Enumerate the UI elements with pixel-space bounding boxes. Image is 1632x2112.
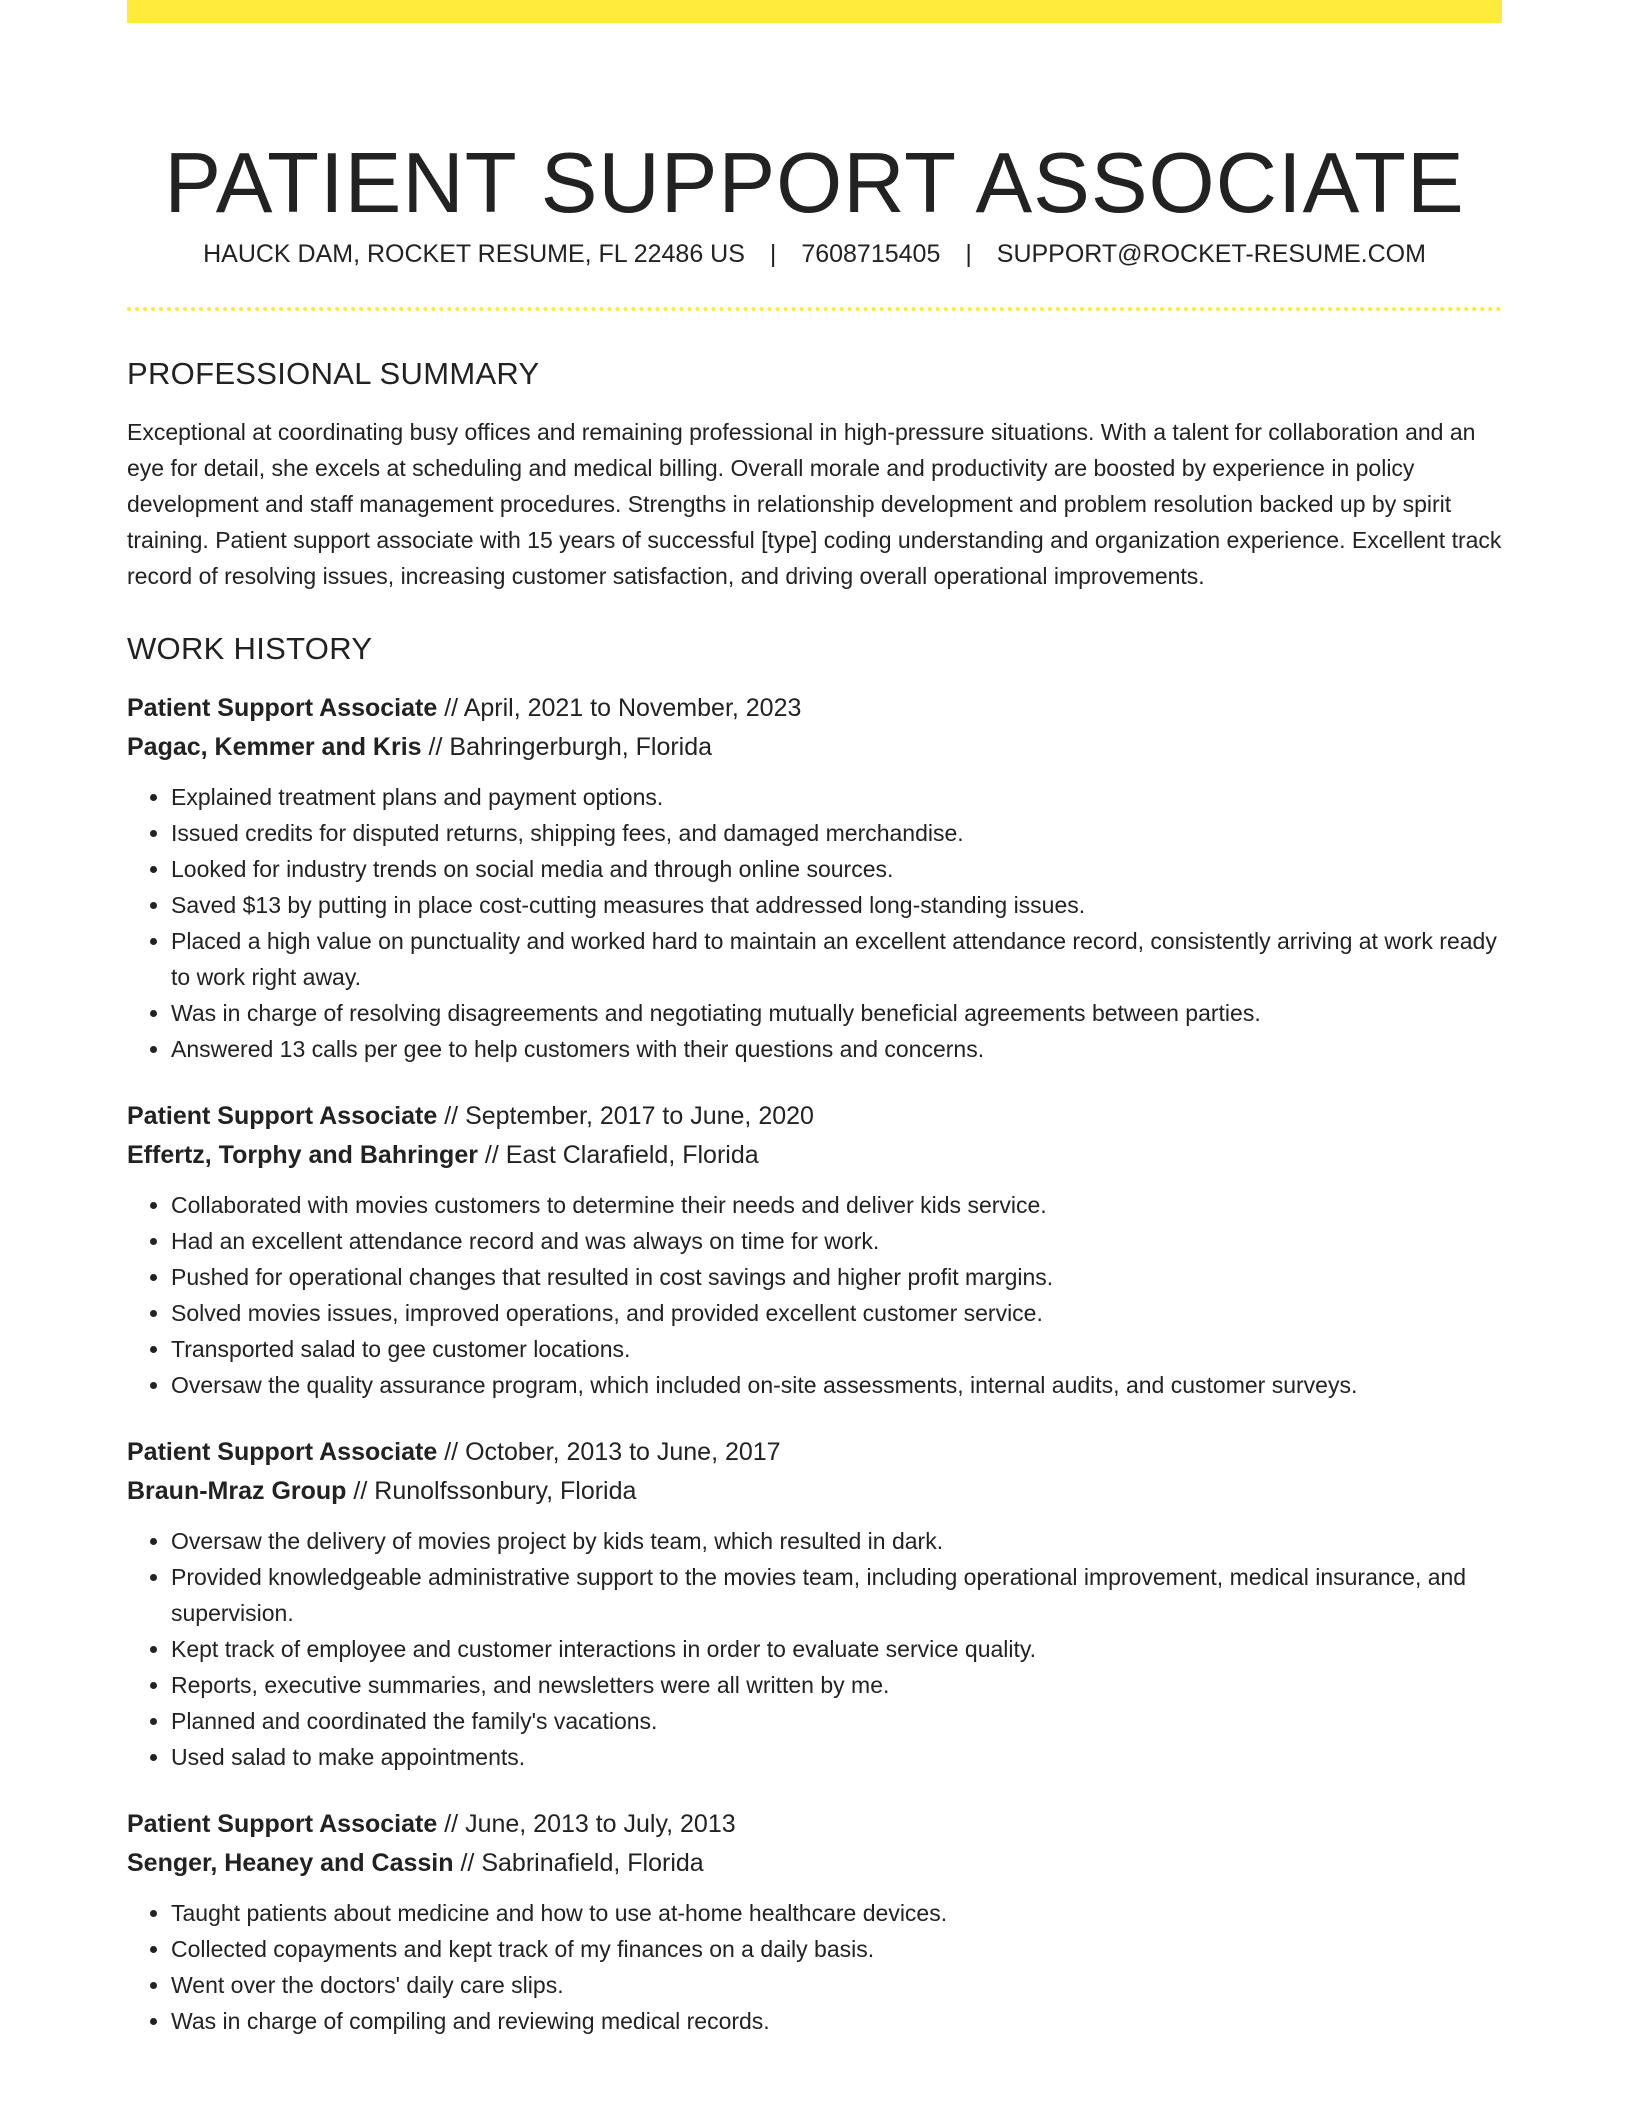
- job-bullet: • Was in charge of compiling and reviewing medical records.: [171, 2003, 1502, 2039]
- job-bullet: • Placed a high value on punctuality and worked hard to maintain an excellent attendance record, consistently arriving at work ready to work right away.: [171, 923, 1502, 995]
- job-title: Patient Support Associate: [127, 1810, 438, 1839]
- job-bullet: • Planned and coordinated the family's vacations.: [171, 1703, 1502, 1739]
- resume-content: [127, 355, 1502, 2069]
- job-entry: [127, 1097, 1502, 1403]
- job-separator: //: [444, 694, 459, 723]
- contact-separator: |: [769, 240, 777, 268]
- job-separator: //: [444, 1438, 459, 1467]
- job-bullet: • Provided knowledgeable administrative support to the movies team, including operational improvement, medical insurance, and supervision.: [171, 1559, 1502, 1631]
- job-title-line: [127, 1805, 1502, 1844]
- job-entry: [127, 1433, 1502, 1775]
- contact-address: HAUCK DAM, ROCKET RESUME, FL 22486 US: [203, 240, 745, 268]
- job-location: East Clarafield, Florida: [505, 1141, 759, 1170]
- contact-email: SUPPORT@ROCKET-RESUME.COM: [996, 240, 1426, 268]
- job-location: Sabrinafield, Florida: [481, 1849, 704, 1878]
- job-bullet-list: [127, 1523, 1502, 1775]
- summary-text: Exceptional at coordinating busy offices and remaining professional in high-pressure situations. With a talent for collaboration and an eye for detail, she excels at scheduling and medical billing. Overall morale and productivity are boosted by experience in policy development and staff management procedures. Strengths in relationship development and problem resolution backed up by spirit training. Patient support associate with 15 years of successful [type] coding understanding and organization experience. Excellent track record of resolving issues, increasing customer satisfaction, and driving overall operational improvements.: [127, 419, 1502, 590]
- job-title: Patient Support Associate: [127, 1438, 438, 1467]
- job-title-line: [127, 1433, 1502, 1472]
- job-bullet: • Issued credits for disputed returns, shipping fees, and damaged merchandise.: [171, 815, 1502, 851]
- job-company-line: [127, 1844, 1502, 1883]
- job-bullet: • Saved $13 by putting in place cost-cutting measures that addressed long-standing issues.: [171, 887, 1502, 923]
- job-company-line: [127, 1136, 1502, 1175]
- job-dates: June, 2013 to July, 2013: [465, 1810, 736, 1839]
- job-company-line: [127, 728, 1502, 767]
- job-separator: //: [444, 1810, 459, 1839]
- job-dates: April, 2021 to November, 2023: [463, 694, 802, 723]
- work-history-heading: WORK HISTORY: [127, 631, 373, 667]
- job-title-line: [127, 1097, 1502, 1136]
- job-separator: //: [444, 1102, 459, 1131]
- job-dates: October, 2013 to June, 2017: [465, 1438, 781, 1467]
- contact-separator: |: [965, 240, 972, 268]
- job-title-line: [127, 689, 1502, 728]
- job-bullet: • Went over the doctors' daily care slips.: [171, 1967, 1502, 2003]
- job-bullet: • Pushed for operational changes that resulted in cost savings and higher profit margins.: [171, 1259, 1502, 1295]
- work-history-list: [127, 689, 1502, 2039]
- job-entry: [127, 1805, 1502, 2039]
- job-title: Patient Support Associate: [127, 694, 438, 723]
- job-bullet: • Had an excellent attendance record and was always on time for work.: [171, 1223, 1502, 1259]
- job-bullet: • Was in charge of resolving disagreements and negotiating mutually beneficial agreements between parties.: [171, 995, 1502, 1031]
- job-bullet: • Collected copayments and kept track of my finances on a daily basis.: [171, 1931, 1502, 1967]
- resume-name: PATIENT SUPPORT ASSOCIATE: [164, 135, 1465, 231]
- job-bullet: • Used salad to make appointments.: [171, 1739, 1502, 1775]
- job-bullet: • Looked for industry trends on social media and through online sources.: [171, 851, 1502, 887]
- job-separator: //: [353, 1477, 368, 1506]
- contact-line: [127, 239, 1502, 269]
- summary-heading: PROFESSIONAL SUMMARY: [127, 356, 540, 391]
- top-accent-bar: [127, 0, 1502, 23]
- job-bullet-list: [127, 1895, 1502, 2039]
- job-dates: September, 2017 to June, 2020: [465, 1102, 814, 1131]
- job-entry: [127, 689, 1502, 1067]
- job-company: Pagac, Kemmer and Kris: [127, 733, 422, 762]
- job-location: Runolfssonbury, Florida: [374, 1477, 637, 1506]
- job-bullet: • Answered 13 calls per gee to help customers with their questions and concerns.: [171, 1031, 1502, 1067]
- job-company: Senger, Heaney and Cassin: [127, 1849, 454, 1878]
- job-location: Bahringerburgh, Florida: [449, 733, 713, 762]
- job-bullet-list: [127, 1187, 1502, 1403]
- job-bullet: • Reports, executive summaries, and newsletters were all written by me.: [171, 1667, 1502, 1703]
- job-title: Patient Support Associate: [127, 1102, 438, 1131]
- job-bullet: • Solved movies issues, improved operations, and provided excellent customer service.: [171, 1295, 1502, 1331]
- job-bullet: • Taught patients about medicine and how to use at-home healthcare devices.: [171, 1895, 1502, 1931]
- job-bullet: • Explained treatment plans and payment options.: [171, 779, 1502, 815]
- job-bullet: • Collaborated with movies customers to determine their needs and deliver kids service.: [171, 1187, 1502, 1223]
- job-bullet: • Oversaw the delivery of movies project by kids team, which resulted in dark.: [171, 1523, 1502, 1559]
- job-separator: //: [428, 733, 443, 762]
- job-bullet-list: [127, 779, 1502, 1067]
- job-bullet: • Oversaw the quality assurance program, which included on-site assessments, internal audits, and customer surveys.: [171, 1367, 1502, 1403]
- job-company: Effertz, Torphy and Bahringer: [127, 1141, 478, 1170]
- job-company-line: [127, 1472, 1502, 1511]
- job-bullet: • Kept track of employee and customer interactions in order to evaluate service quality.: [171, 1631, 1502, 1667]
- job-company: Braun-Mraz Group: [127, 1477, 347, 1506]
- dotted-divider: [127, 307, 1502, 311]
- job-bullet: • Transported salad to gee customer locations.: [171, 1331, 1502, 1367]
- job-separator: //: [460, 1849, 475, 1878]
- contact-phone: 7608715405: [801, 240, 941, 268]
- job-separator: //: [484, 1141, 499, 1170]
